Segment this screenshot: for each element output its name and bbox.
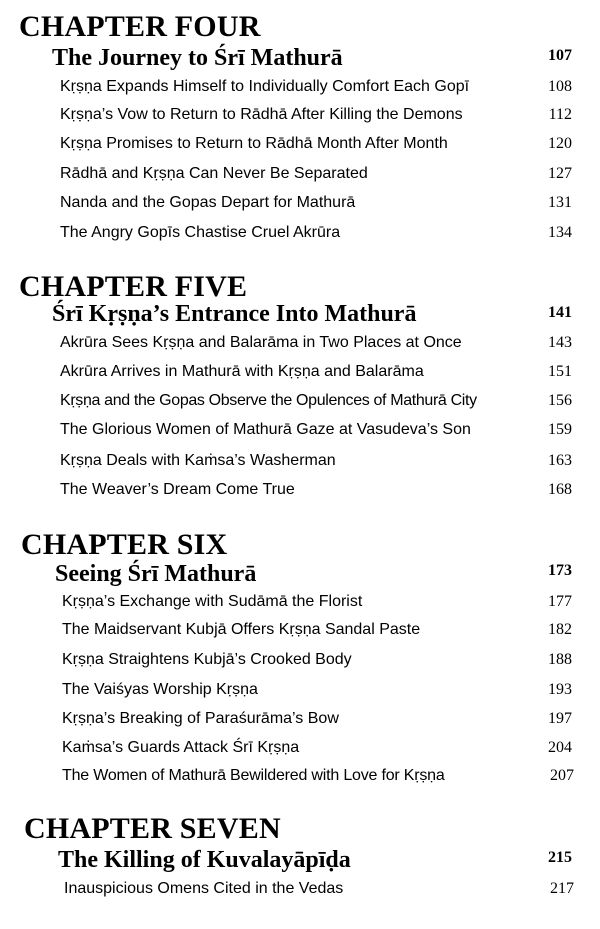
entry-title: Kṛṣṇa and the Gopas Observe the Opulences of Mathurā City <box>60 392 477 409</box>
chapter-title: Seeing Śrī Mathurā <box>55 561 257 587</box>
chapter-heading: CHAPTER SEVEN <box>24 812 281 845</box>
entry-title: The Women of Mathurā Bewildered with Love for Kṛṣṇa <box>62 767 445 784</box>
entry-title: Akrūra Arrives in Mathurā with Kṛṣṇa and Balarāma <box>60 363 424 380</box>
entry-page: 193 <box>548 681 572 698</box>
chapter-title: Śrī Kṛṣṇa’s Entrance Into Mathurā <box>52 301 417 327</box>
entry-page: 168 <box>548 481 572 498</box>
chapter-heading: CHAPTER FIVE <box>19 270 248 303</box>
entry-title: Inauspicious Omens Cited in the Vedas <box>64 880 344 897</box>
chapter-page-number: 141 <box>548 304 572 321</box>
chapter-page-number: 107 <box>548 47 572 64</box>
entry-title: Nanda and the Gopas Depart for Mathurā <box>60 194 356 211</box>
entry-title: Kṛṣṇa Expands Himself to Individually Comfort Each Gopī <box>60 78 470 95</box>
chapter-heading: CHAPTER FOUR <box>19 10 261 43</box>
entry-page: 134 <box>548 224 572 241</box>
entry-page: 217 <box>550 880 574 897</box>
entry-page: 182 <box>548 621 572 638</box>
entry-page: 127 <box>548 165 572 182</box>
entry-title: Kṛṣṇa’s Breaking of Paraśurāma’s Bow <box>62 710 339 727</box>
chapter-title: The Journey to Śrī Mathurā <box>52 45 343 71</box>
entry-page: 163 <box>548 452 572 469</box>
entry-page: 156 <box>548 392 572 409</box>
entry-title: Kṛṣṇa’s Exchange with Sudāmā the Florist <box>62 593 363 610</box>
entry-title: Kṛṣṇa Deals with Kaṁsa’s Washerman <box>60 452 336 469</box>
entry-title: Rādhā and Kṛṣṇa Can Never Be Separated <box>60 165 368 182</box>
chapter-page-number: 173 <box>548 562 572 579</box>
entry-page: 204 <box>548 739 572 756</box>
toc-entry[interactable] <box>64 874 574 904</box>
entry-title: Kṛṣṇa Straightens Kubjā’s Crooked Body <box>62 651 352 668</box>
entry-page: 131 <box>548 194 572 211</box>
chapter-title: The Killing of Kuvalayāpīḍa <box>58 847 351 873</box>
entry-title: Kṛṣṇa’s Vow to Return to Rādhā After Killing the Demons <box>60 106 463 123</box>
entry-page: 207 <box>550 767 574 784</box>
entry-page: 197 <box>548 710 572 727</box>
entry-title: The Angry Gopīs Chastise Cruel Akrūra <box>60 224 341 241</box>
chapter-page-number: 215 <box>548 849 572 866</box>
entry-page: 151 <box>548 363 572 380</box>
entry-page: 112 <box>548 106 572 123</box>
entry-title: Akrūra Sees Kṛṣṇa and Balarāma in Two Places at Once <box>60 334 462 351</box>
entry-title: The Vaiśyas Worship Kṛṣṇa <box>62 681 258 698</box>
chapter-heading: CHAPTER SIX <box>21 528 228 561</box>
entry-page: 177 <box>548 593 572 610</box>
entry-title: Kaṁsa’s Guards Attack Śrī Kṛṣṇa <box>62 739 300 756</box>
entry-title: The Glorious Women of Mathurā Gaze at Vasudeva’s Son <box>60 421 471 438</box>
entry-page: 159 <box>548 421 572 438</box>
entry-page: 120 <box>548 135 572 152</box>
entry-page: 143 <box>548 334 572 351</box>
entry-title: Kṛṣṇa Promises to Return to Rādhā Month After Month <box>60 135 448 152</box>
entry-page: 188 <box>548 651 572 668</box>
entry-page: 108 <box>548 78 572 95</box>
entry-title: The Maidservant Kubjā Offers Kṛṣṇa Sandal Paste <box>62 621 421 638</box>
entry-title: The Weaver’s Dream Come True <box>60 481 295 498</box>
